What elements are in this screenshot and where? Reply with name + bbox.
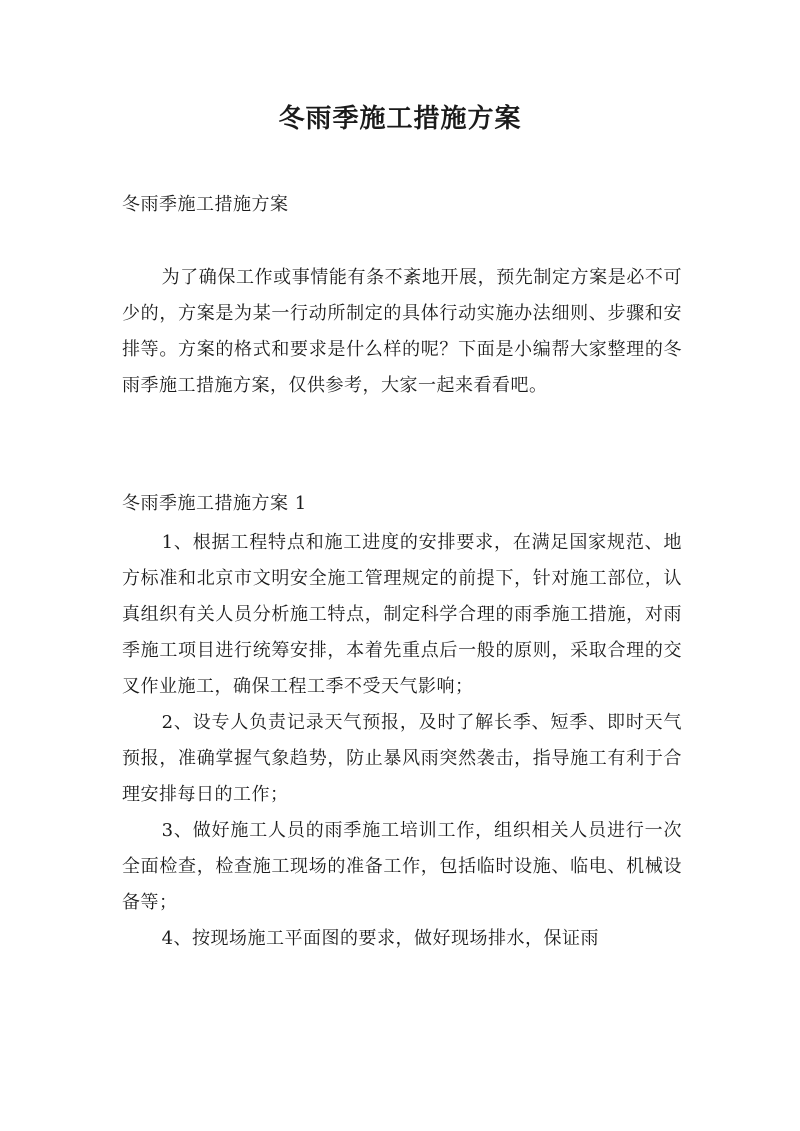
list-item: 2、设专人负责记录天气预报，及时了解长季、短季、即时天气预报，准确掌握气象趋势，防止暴风雨突然袭击，指导施工有利于合理安排每日的工作； — [122, 712, 682, 805]
document-subtitle: 冬雨季施工措施方案 — [122, 194, 289, 215]
section-heading: 冬雨季施工措施方案 1 — [122, 493, 307, 514]
list-item: 1、根据工程特点和施工进度的安排要求，在满足国家规范、地方标准和北京市文明安全施工管理规定的前提下，针对施工部位，认真组织有关人员分析施工特点，制定科学合理的雨季施工措施，对雨季施工项目进行统筹安排，本着先重点后一般的原则，采取合理的交叉作业施工，确保工程工季不受天气影响； — [122, 532, 682, 697]
measure-list — [122, 525, 682, 957]
list-item: 4、按现场施工平面图的要求，做好现场排水，保证雨 — [161, 928, 600, 949]
page-title: 冬雨季施工措施方案 — [278, 104, 522, 134]
intro-paragraph: 为了确保工作或事情能有条不紊地开展，预先制定方案是必不可少的，方案是为某一行动所制定的具体行动实施办法细则、步骤和安排等。方案的格式和要求是什么样的呢？下面是小编帮大家整理的冬雨季施工措施方案，仅供参考，大家一起来看看吧。 — [122, 267, 682, 396]
list-item: 3、做好施工人员的雨季施工培训工作，组织相关人员进行一次全面检查，检查施工现场的准备工作，包括临时设施、临电、机械设备等； — [122, 820, 682, 913]
